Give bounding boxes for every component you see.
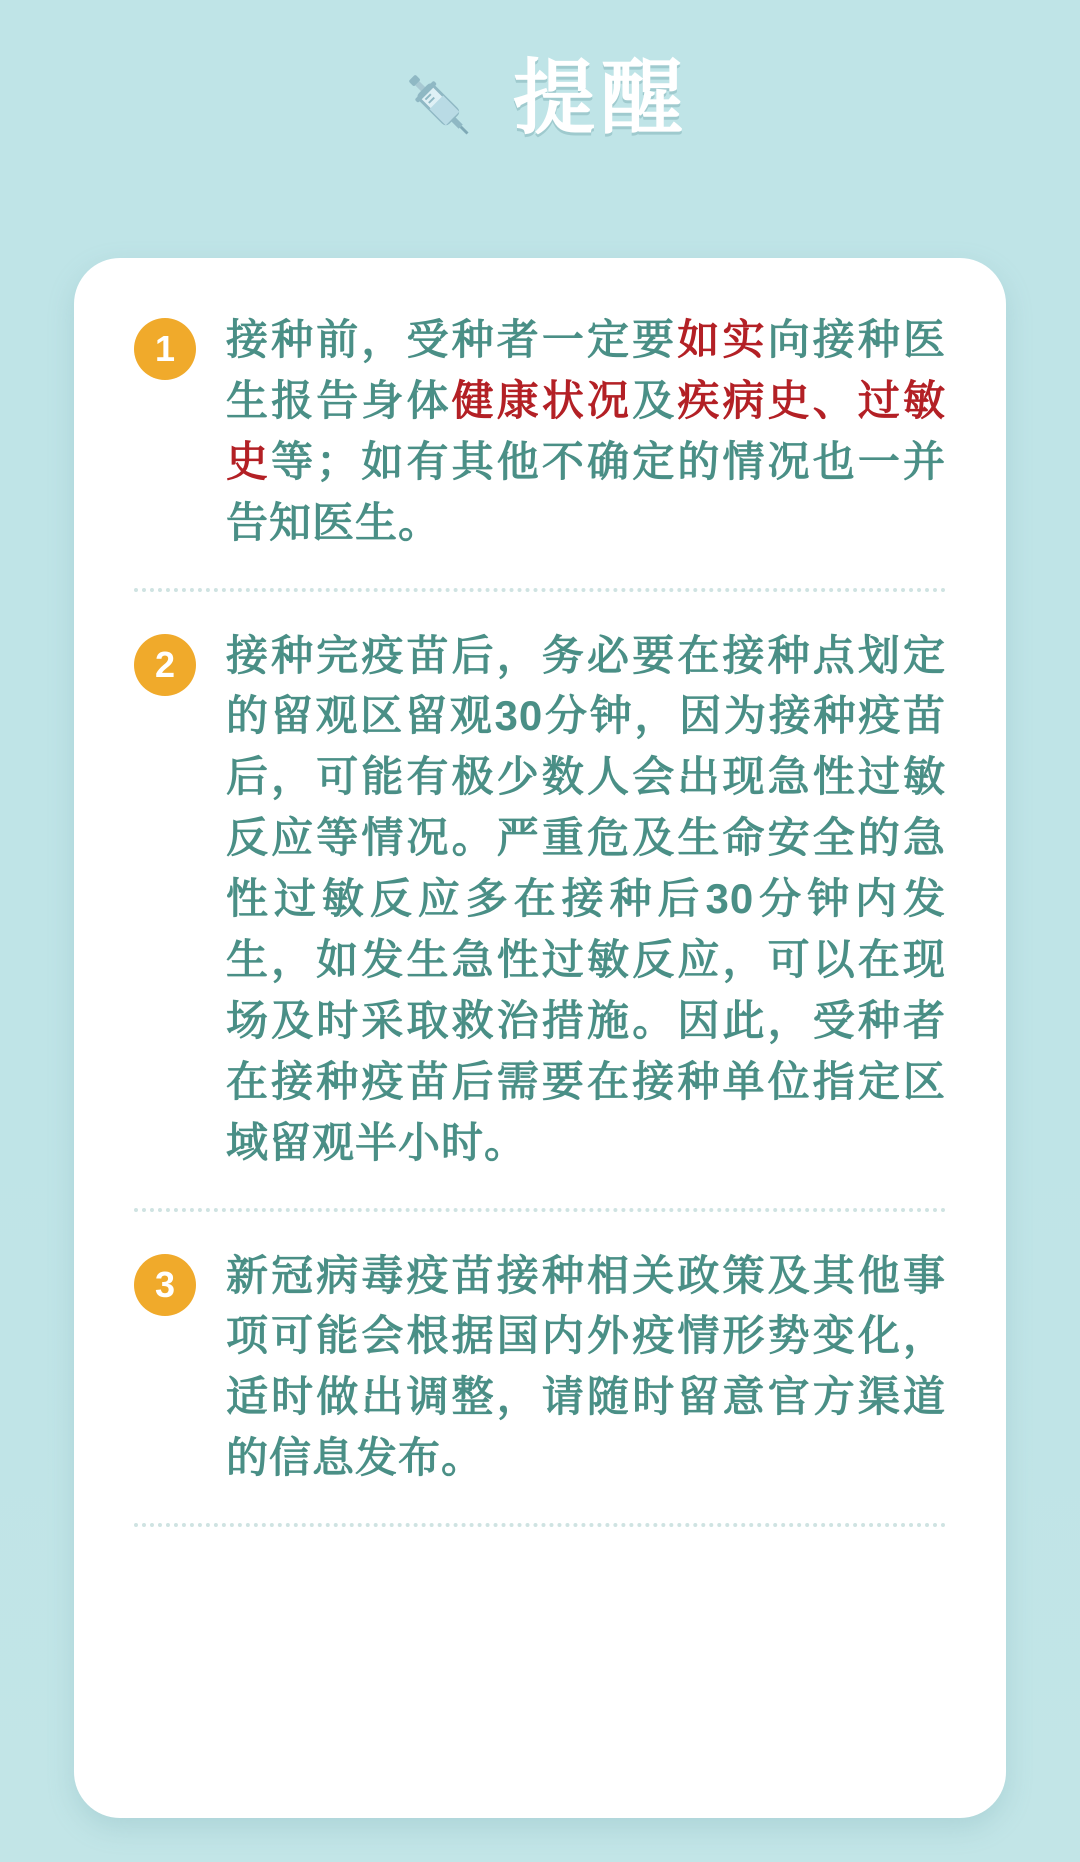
item-text-2 bbox=[226, 626, 946, 1174]
poster-header bbox=[0, 0, 1080, 144]
text-segment-highlight: 疾病史、过敏史 bbox=[226, 376, 946, 485]
text-segment: 及 bbox=[632, 376, 678, 424]
list-item bbox=[134, 626, 946, 1174]
divider bbox=[134, 1523, 946, 1527]
list-item bbox=[134, 1246, 946, 1490]
list-item bbox=[134, 310, 946, 554]
text-segment: 接种前，受种者一定要 bbox=[226, 316, 678, 363]
divider bbox=[134, 1208, 946, 1212]
item-text-1 bbox=[226, 310, 946, 554]
text-segment: 新冠病毒疫苗接种相关政策及其他事项可能会根据国内外疫情形势变化，适时做出调整，请随时留意官方渠道的信息发布。 bbox=[226, 1251, 946, 1482]
item-number-badge: 2 bbox=[134, 634, 196, 696]
syringe-icon bbox=[391, 51, 487, 147]
text-segment-highlight: 健康状况 bbox=[451, 376, 633, 424]
item-text-3 bbox=[226, 1246, 946, 1490]
item-number-badge: 1 bbox=[134, 318, 196, 380]
text-segment-highlight: 如实 bbox=[677, 316, 768, 363]
item-number-badge: 3 bbox=[134, 1254, 196, 1316]
text-segment: 等；如有其他不确定的情况也一并告知医生。 bbox=[226, 437, 946, 546]
text-segment: 接种完疫苗后，务必要在接种点划定的留观区留观30分钟，因为接种疫苗后，可能有极少数人会出现急性过敏反应等情况。严重危及生命安全的急性过敏反应多在接种后30分钟内发生，如发生急性过敏反应，可以在现场及时采取救治措施。因此，受种者在接种疫苗后需要在接种单位指定区域留观半小时。 bbox=[226, 631, 946, 1166]
notice-card bbox=[74, 258, 1006, 1818]
page-title: 提醒 bbox=[512, 53, 689, 144]
divider bbox=[134, 588, 946, 592]
text-segment: 向接种医生报告身体 bbox=[226, 316, 946, 424]
